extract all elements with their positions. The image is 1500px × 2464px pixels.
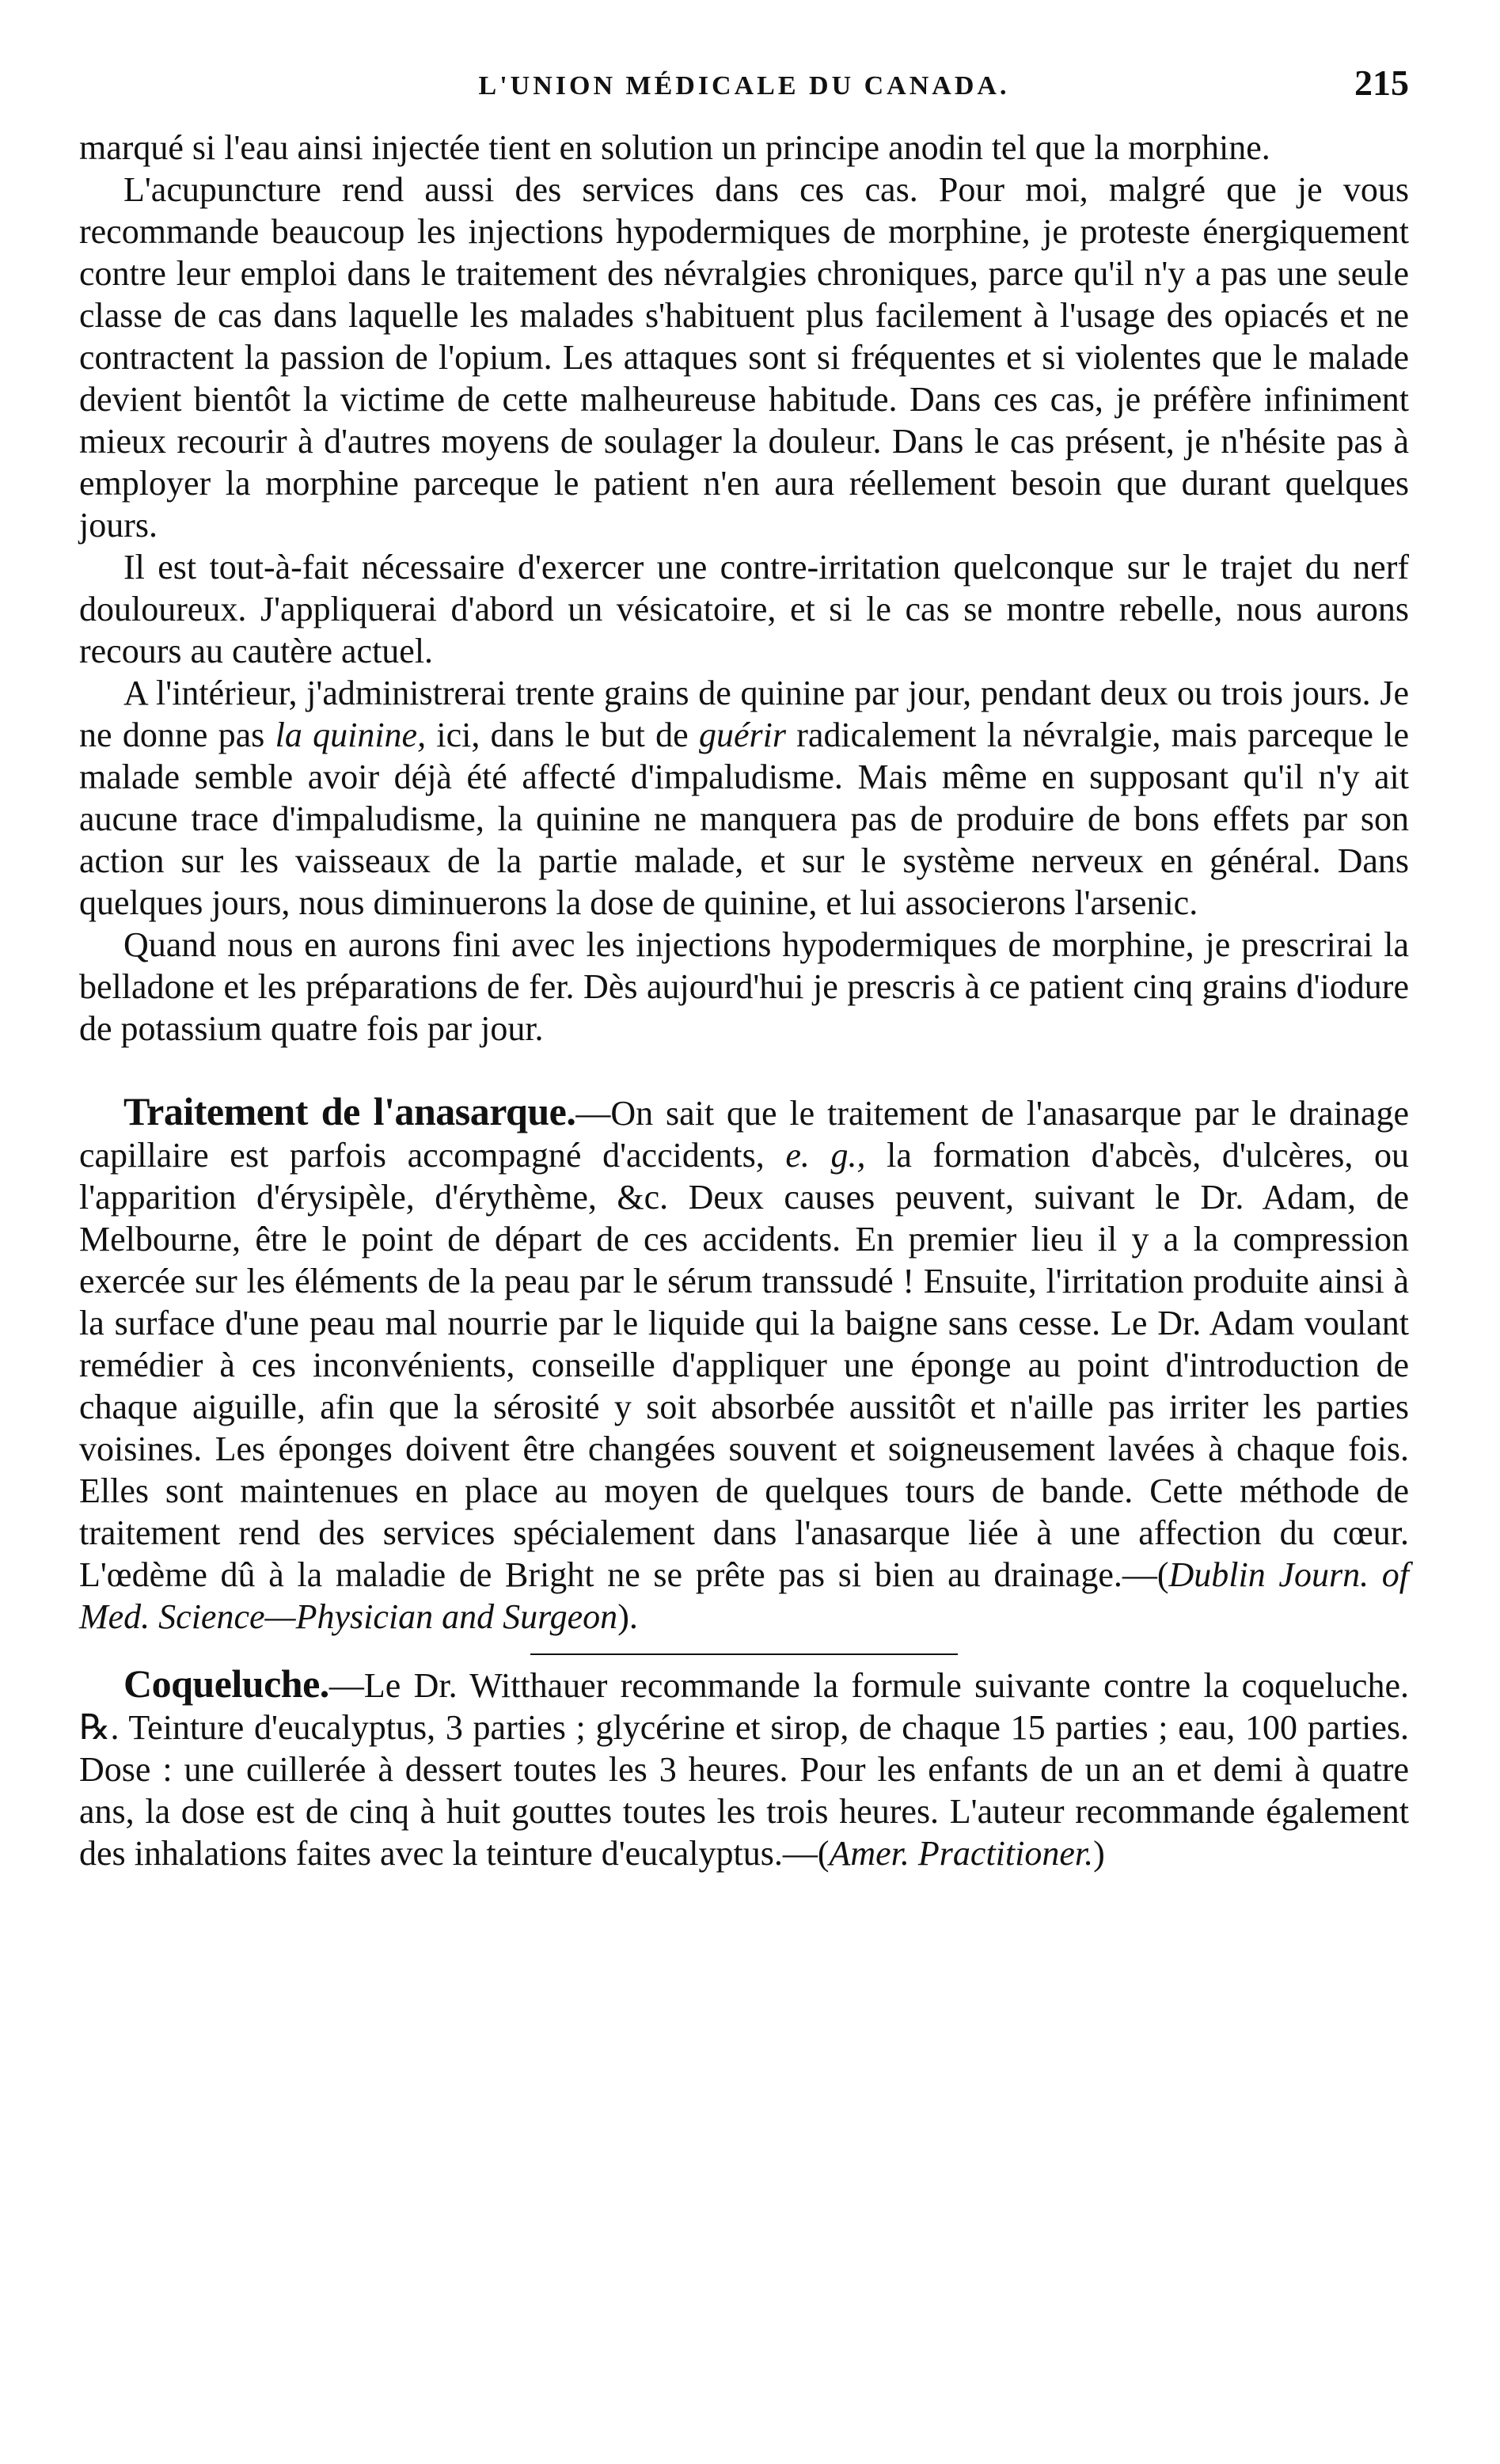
anasarque-text-c: ). bbox=[617, 1597, 638, 1636]
guerir-emphasis: guérir bbox=[698, 716, 786, 754]
section-coqueluche bbox=[79, 1663, 1409, 1874]
page-number: 215 bbox=[1354, 63, 1409, 103]
section-anasarque bbox=[79, 1091, 1409, 1638]
quinine-text-b: ici, dans le but de bbox=[426, 716, 699, 754]
paragraph-quinine bbox=[79, 672, 1409, 924]
anasarque-text-a: —On sait que le traitement de l'anasarque par le drainage capillaire est parfois accompagné d'accidents, bbox=[79, 1094, 1409, 1175]
anasarque-eg: e. g., bbox=[785, 1136, 866, 1175]
coqueluche-heading: Coqueluche. bbox=[123, 1661, 329, 1706]
coqueluche-paragraph bbox=[79, 1663, 1409, 1874]
paragraph-continuation: marqué si l'eau ainsi injectée tient en solution un principe anodin tel que la morphine. bbox=[79, 128, 1270, 167]
quinine-emphasis: la quinine, bbox=[275, 716, 427, 754]
anasarque-citation: Dublin Journ. of Med. Science—Physician and Surgeon bbox=[79, 1555, 1409, 1636]
page-header bbox=[79, 47, 1409, 127]
paragraph-belladone: Quand nous en aurons fini avec les injections hypodermiques de morphine, je prescrirai la belladone et les préparations de fer. Dès aujourd'hui je prescris à ce patient cinq grains d'iodure de potassium quatre fois par jour. bbox=[79, 925, 1409, 1048]
section-divider bbox=[530, 1653, 958, 1655]
coqueluche-text-a: —Le Dr. Witthauer recommande la formule suivante contre la coqueluche. ℞. Teinture d'eucalyptus, 3 parties ; glycérine et sirop, de chaque 15 parties ; eau, 100 parties. Dose : une cuillerée à dessert toutes les 3 heures. Pour les enfants de un an et demi à quatre ans, la dose est de cinq à huit gouttes toutes les trois heures. L'auteur recommande également des inhalations faites avec la teinture d'eucalyptus.—( bbox=[79, 1666, 1409, 1873]
running-head: L'UNION MÉDICALE DU CANADA. bbox=[478, 71, 1010, 101]
anasarque-heading: Traitement de l'anasarque. bbox=[123, 1089, 576, 1133]
paragraph-counter-irritation: Il est tout-à-fait nécessaire d'exercer une contre-irritation quelconque sur le trajet du nerf douloureux. J'appliquerai d'abord un vésicatoire, et si le cas se montre rebelle, nous aurons recours au cautère actuel. bbox=[79, 548, 1409, 670]
quinine-text-c: radicalement la névralgie, mais parceque le malade semble avoir déjà été affecté d'impaludisme. Mais même en supposant qu'il n'y ait aucune trace d'impaludisme, la quinine ne manquera pas de produire de bons effets par son action sur les vaisseaux de la partie malade, et sur le système nerveux en général. Dans quelques jours, nous diminuerons la dose de quinine, et lui associerons l'arsenic. bbox=[79, 716, 1410, 922]
document-page bbox=[79, 47, 1409, 1874]
paragraph-acupuncture: L'acupuncture rend aussi des services dans ces cas. Pour moi, malgré que je vous recommande beaucoup les injections hypodermiques de morphine, je proteste énergiquement contre leur emploi dans le traitement des névralgies chroniques, parce qu'il n'y a pas une seule classe de cas dans laquelle les malades s'habituent plus facilement à l'usage des opiacés et ne contractent la passion de l'opium. Les attaques sont si fréquentes et si violentes que le malade devient bientôt la victime de cette malheureuse habitude. Dans ces cas, je préfère infiniment mieux recourir à d'autres moyens de soulager la douleur. Dans le cas présent, je n'hésite pas à employer la morphine parceque le patient n'en aura réellement besoin que durant quelques jours. bbox=[79, 170, 1409, 545]
coqueluche-text-c: ) bbox=[1093, 1834, 1105, 1873]
quinine-text-a: A l'intérieur, j'administrerai trente grains de quinine par jour, pendant deux ou trois jours. Je ne donne pas bbox=[79, 674, 1409, 754]
coqueluche-citation: Amer. Practitioner. bbox=[829, 1834, 1094, 1873]
page-body bbox=[79, 127, 1409, 1874]
anasarque-text-b: la formation d'abcès, d'ulcères, ou l'apparition d'érysipèle, d'érythème, &c. Deux causes peuvent, suivant le Dr. Adam, de Melbourne, être le point de départ de ces accidents. En premier lieu il y a la compression exercée sur les éléments de la peau par le sérum transsudé ! Ensuite, l'irritation produite ainsi à la surface d'une peau mal nourrie par le liquide qui la baigne sans cesse. Le Dr. Adam voulant remédier à ces inconvénients, conseille d'appliquer une éponge au point d'introduction de chaque aiguille, afin que la sérosité y soit absorbée aussitôt et n'aille pas irriter les parties voisines. Les éponges doivent être changées souvent et soigneusement lavées à chaque fois. Elles sont maintenues en place au moyen de quelques tours de bande. Cette méthode de traitement rend des services spécialement dans l'anasarque liée à une affection du cœur. L'œdème dû à la maladie de Bright ne se prête pas si bien au drainage.—( bbox=[79, 1136, 1410, 1594]
anasarque-paragraph bbox=[79, 1091, 1409, 1638]
